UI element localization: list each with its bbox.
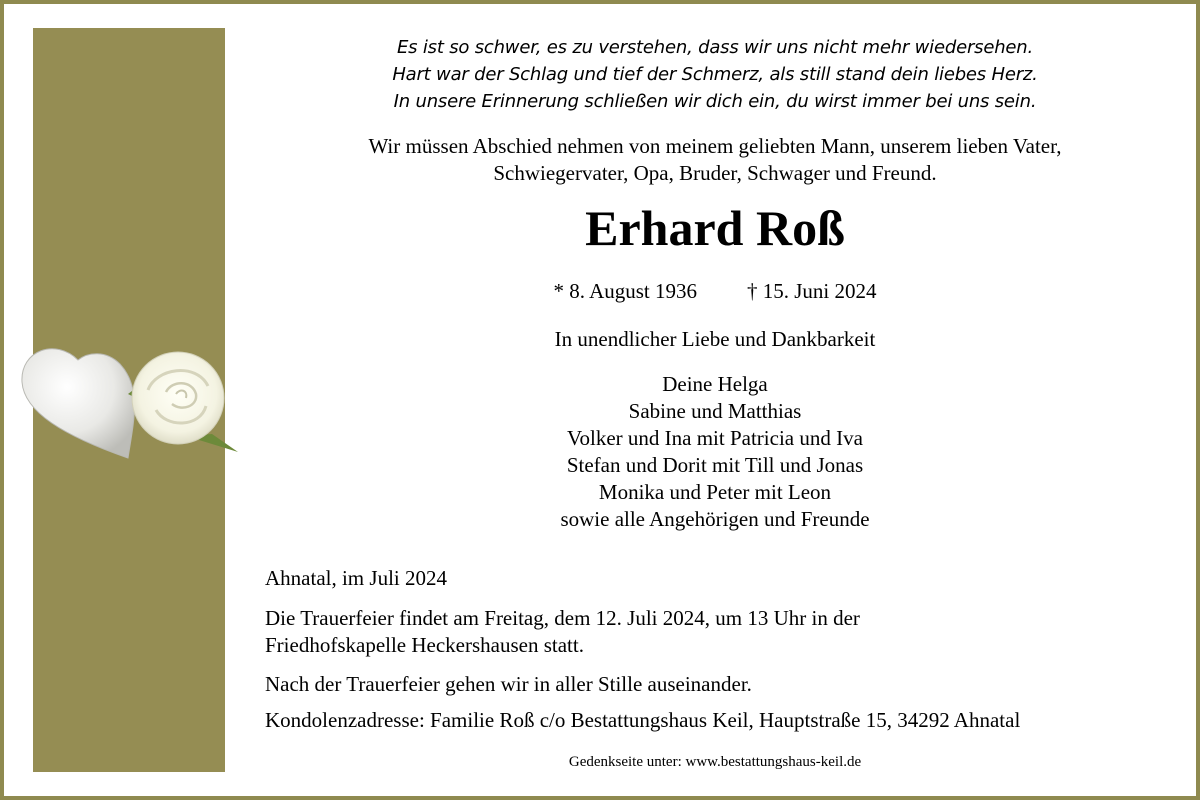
ceremony-line: Die Trauerfeier findet am Freitag, dem 12. Juli 2024, um 13 Uhr in der [265, 606, 860, 630]
mourner-line: Sabine und Matthias [628, 399, 802, 423]
poem-line: Hart war der Schlag und tief der Schmerz, als still stand dein liebes Herz. [392, 64, 1038, 85]
mourner-line: Volker und Ina mit Patricia und Iva [567, 426, 863, 450]
intro-line: Wir müssen Abschied nehmen von meinem geliebten Mann, unserem lieben Vater, [368, 134, 1062, 158]
heart-and-rose-image [16, 340, 246, 470]
mourner-line: Monika und Peter mit Leon [598, 480, 832, 504]
memorial-page-link: Gedenkseite unter: www.bestattungshaus-keil.de [568, 754, 862, 770]
silence-note: Nach der Trauerfeier gehen wir in aller Stille auseinander. [265, 672, 752, 696]
place-and-date: Ahnatal, im Juli 2024 [265, 566, 447, 590]
dedication-line: In unendlicher Liebe und Dankbarkeit [554, 327, 876, 351]
deceased-name: Erhard Roß [585, 200, 845, 256]
ceremony-line: Friedhofskapelle Heckershausen statt. [265, 633, 584, 657]
intro-text [265, 133, 1165, 187]
ceremony-info [265, 605, 1165, 659]
poem [265, 34, 1165, 115]
heart-icon [22, 349, 135, 458]
mourner-line: Stefan und Dorit mit Till und Jonas [566, 453, 864, 477]
condolence-address: Kondolenzadresse: Familie Roß c/o Bestattungshaus Keil, Hauptstraße 15, 34292 Ahnatal [265, 708, 1021, 732]
life-dates [265, 277, 1165, 305]
death-date: † 15. Juni 2024 [747, 279, 877, 303]
mourners-list [265, 371, 1165, 533]
poem-line: In unsere Erinnerung schließen wir dich ein, du wirst immer bei uns sein. [393, 91, 1037, 112]
rose-icon [128, 352, 238, 452]
poem-line: Es ist so schwer, es zu verstehen, dass wir uns nicht mehr wiedersehen. [396, 37, 1034, 58]
intro-line: Schwiegervater, Opa, Bruder, Schwager und Freund. [493, 161, 937, 185]
mourner-line: sowie alle Angehörigen und Freunde [560, 507, 870, 531]
mourner-line: Deine Helga [662, 372, 768, 396]
birth-date: * 8. August 1936 [553, 279, 697, 303]
